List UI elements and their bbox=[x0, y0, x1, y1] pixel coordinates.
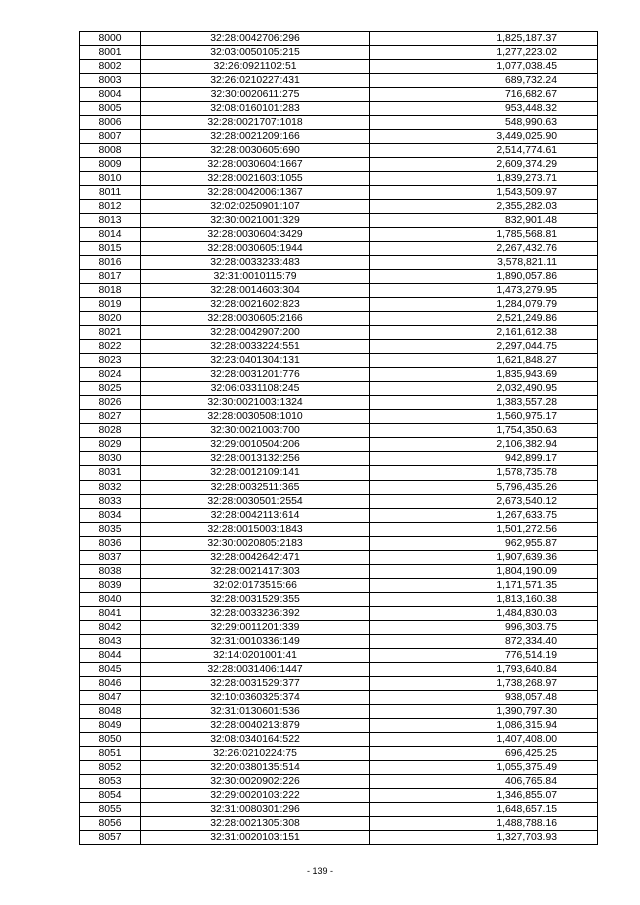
row-number-cell: 8030 bbox=[80, 452, 141, 466]
table-row bbox=[80, 256, 598, 270]
table-row bbox=[80, 774, 598, 788]
row-number-cell: 8002 bbox=[80, 60, 141, 74]
row-number-cell: 8051 bbox=[80, 746, 141, 760]
table-row bbox=[80, 508, 598, 522]
cadastral-number-cell: 32:28:0042113:614 bbox=[141, 508, 370, 522]
cadastral-number-cell: 32:06:0331108:245 bbox=[141, 382, 370, 396]
table-row bbox=[80, 438, 598, 452]
table-row bbox=[80, 494, 598, 508]
table-row bbox=[80, 830, 598, 844]
cadastral-number-cell: 32:02:0250901:107 bbox=[141, 200, 370, 214]
amount-cell: 1,793,640.84 bbox=[370, 662, 598, 676]
amount-cell: 1,488,788.16 bbox=[370, 816, 598, 830]
row-number-cell: 8045 bbox=[80, 662, 141, 676]
amount-cell: 1,825,187.37 bbox=[370, 32, 598, 46]
amount-cell: 996,303.75 bbox=[370, 620, 598, 634]
amount-cell: 2,514,774.61 bbox=[370, 144, 598, 158]
row-number-cell: 8008 bbox=[80, 144, 141, 158]
table-row bbox=[80, 242, 598, 256]
cadastral-number-cell: 32:28:0031406:1447 bbox=[141, 662, 370, 676]
table-row bbox=[80, 788, 598, 802]
row-number-cell: 8039 bbox=[80, 578, 141, 592]
amount-cell: 1,407,408.00 bbox=[370, 732, 598, 746]
row-number-cell: 8037 bbox=[80, 550, 141, 564]
cadastral-number-cell: 32:30:0020805:2183 bbox=[141, 536, 370, 550]
amount-cell: 942,899.17 bbox=[370, 452, 598, 466]
amount-cell: 406,765.84 bbox=[370, 774, 598, 788]
table-row bbox=[80, 214, 598, 228]
table-row bbox=[80, 704, 598, 718]
cadastral-number-cell: 32:28:0030605:1944 bbox=[141, 242, 370, 256]
amount-cell: 1,055,375.49 bbox=[370, 760, 598, 774]
cadastral-number-cell: 32:29:0010504:206 bbox=[141, 438, 370, 452]
table-row bbox=[80, 648, 598, 662]
amount-cell: 872,334.40 bbox=[370, 634, 598, 648]
table-row bbox=[80, 662, 598, 676]
cadastral-number-cell: 32:28:0021707:1018 bbox=[141, 116, 370, 130]
row-number-cell: 8036 bbox=[80, 536, 141, 550]
cadastral-number-cell: 32:28:0021602:823 bbox=[141, 298, 370, 312]
amount-cell: 1,171,571.35 bbox=[370, 578, 598, 592]
amount-cell: 1,785,568.81 bbox=[370, 228, 598, 242]
cadastral-number-cell: 32:28:0021305:308 bbox=[141, 816, 370, 830]
row-number-cell: 8049 bbox=[80, 718, 141, 732]
cadastral-number-cell: 32:28:0042006:1367 bbox=[141, 186, 370, 200]
amount-cell: 1,890,057.86 bbox=[370, 270, 598, 284]
amount-cell: 1,077,038.45 bbox=[370, 60, 598, 74]
table-row bbox=[80, 172, 598, 186]
row-number-cell: 8032 bbox=[80, 480, 141, 494]
cadastral-number-cell: 32:08:0340164:522 bbox=[141, 732, 370, 746]
amount-cell: 1,484,830.03 bbox=[370, 606, 598, 620]
row-number-cell: 8042 bbox=[80, 620, 141, 634]
row-number-cell: 8017 bbox=[80, 270, 141, 284]
cadastral-number-cell: 32:28:0030604:1667 bbox=[141, 158, 370, 172]
cadastral-number-cell: 32:28:0021417:303 bbox=[141, 564, 370, 578]
table-row bbox=[80, 200, 598, 214]
cadastral-number-cell: 32:26:0210224:75 bbox=[141, 746, 370, 760]
amount-cell: 1,578,735.78 bbox=[370, 466, 598, 480]
table-row bbox=[80, 606, 598, 620]
amount-cell: 1,327,703.93 bbox=[370, 830, 598, 844]
amount-cell: 3,449,025.90 bbox=[370, 130, 598, 144]
amount-cell: 1,277,223.02 bbox=[370, 46, 598, 60]
row-number-cell: 8001 bbox=[80, 46, 141, 60]
table-row bbox=[80, 354, 598, 368]
amount-cell: 1,501,272.56 bbox=[370, 522, 598, 536]
amount-cell: 2,267,432.76 bbox=[370, 242, 598, 256]
cadastral-number-cell: 32:28:0032511:365 bbox=[141, 480, 370, 494]
amount-cell: 2,161,612.38 bbox=[370, 326, 598, 340]
row-number-cell: 8044 bbox=[80, 648, 141, 662]
table-row bbox=[80, 522, 598, 536]
amount-cell: 953,448.32 bbox=[370, 102, 598, 116]
amount-cell: 1,738,268.97 bbox=[370, 676, 598, 690]
table-row bbox=[80, 564, 598, 578]
cadastral-number-cell: 32:28:0031529:355 bbox=[141, 592, 370, 606]
amount-cell: 1,346,855.07 bbox=[370, 788, 598, 802]
cadastral-number-cell: 32:28:0033233:483 bbox=[141, 256, 370, 270]
row-number-cell: 8004 bbox=[80, 88, 141, 102]
cadastral-number-cell: 32:28:0012109:141 bbox=[141, 466, 370, 480]
table-row bbox=[80, 270, 598, 284]
cadastral-number-cell: 32:28:0030605:2166 bbox=[141, 312, 370, 326]
cadastral-number-cell: 32:31:0130601:536 bbox=[141, 704, 370, 718]
row-number-cell: 8028 bbox=[80, 424, 141, 438]
row-number-cell: 8048 bbox=[80, 704, 141, 718]
amount-cell: 1,907,639.36 bbox=[370, 550, 598, 564]
cadastral-number-cell: 32:28:0031201:776 bbox=[141, 368, 370, 382]
row-number-cell: 8047 bbox=[80, 690, 141, 704]
amount-cell: 3,578,821.11 bbox=[370, 256, 598, 270]
row-number-cell: 8013 bbox=[80, 214, 141, 228]
cadastral-number-cell: 32:28:0014603:304 bbox=[141, 284, 370, 298]
cadastral-number-cell: 32:26:0921102:51 bbox=[141, 60, 370, 74]
table-row bbox=[80, 382, 598, 396]
table-row bbox=[80, 326, 598, 340]
amount-cell: 1,473,279.95 bbox=[370, 284, 598, 298]
row-number-cell: 8029 bbox=[80, 438, 141, 452]
table-row bbox=[80, 298, 598, 312]
cadastral-number-cell: 32:30:0021003:1324 bbox=[141, 396, 370, 410]
row-number-cell: 8024 bbox=[80, 368, 141, 382]
row-number-cell: 8057 bbox=[80, 830, 141, 844]
table-row bbox=[80, 732, 598, 746]
amount-cell: 938,057.48 bbox=[370, 690, 598, 704]
cadastral-number-cell: 32:29:0011201:339 bbox=[141, 620, 370, 634]
cadastral-number-cell: 32:26:0210227:431 bbox=[141, 74, 370, 88]
cadastral-number-cell: 32:28:0030604:3429 bbox=[141, 228, 370, 242]
row-number-cell: 8034 bbox=[80, 508, 141, 522]
amount-cell: 776,514.19 bbox=[370, 648, 598, 662]
table-row bbox=[80, 816, 598, 830]
cadastral-number-cell: 32:31:0010115:79 bbox=[141, 270, 370, 284]
page-number: - 139 - bbox=[306, 866, 333, 876]
cadastral-number-cell: 32:30:0020902:226 bbox=[141, 774, 370, 788]
row-number-cell: 8040 bbox=[80, 592, 141, 606]
amount-cell: 1,390,797.30 bbox=[370, 704, 598, 718]
row-number-cell: 8003 bbox=[80, 74, 141, 88]
table-row bbox=[80, 284, 598, 298]
table-row bbox=[80, 536, 598, 550]
amount-cell: 5,796,435.26 bbox=[370, 480, 598, 494]
cadastral-number-cell: 32:10:0360325:374 bbox=[141, 690, 370, 704]
table-row bbox=[80, 228, 598, 242]
row-number-cell: 8033 bbox=[80, 494, 141, 508]
amount-cell: 2,355,282.03 bbox=[370, 200, 598, 214]
row-number-cell: 8031 bbox=[80, 466, 141, 480]
cadastral-number-cell: 32:14:0201001:41 bbox=[141, 648, 370, 662]
cadastral-number-cell: 32:03:0050105:215 bbox=[141, 46, 370, 60]
table-row bbox=[80, 410, 598, 424]
table-row bbox=[80, 620, 598, 634]
row-number-cell: 8016 bbox=[80, 256, 141, 270]
cadastral-number-cell: 32:28:0033224:551 bbox=[141, 340, 370, 354]
table-row bbox=[80, 634, 598, 648]
row-number-cell: 8046 bbox=[80, 676, 141, 690]
amount-cell: 1,543,509.97 bbox=[370, 186, 598, 200]
table-row bbox=[80, 144, 598, 158]
row-number-cell: 8012 bbox=[80, 200, 141, 214]
amount-cell: 832,901.48 bbox=[370, 214, 598, 228]
row-number-cell: 8019 bbox=[80, 298, 141, 312]
amount-cell: 1,813,160.38 bbox=[370, 592, 598, 606]
row-number-cell: 8014 bbox=[80, 228, 141, 242]
cadastral-number-cell: 32:28:0030508:1010 bbox=[141, 410, 370, 424]
cadastral-number-cell: 32:20:0380135:514 bbox=[141, 760, 370, 774]
row-number-cell: 8011 bbox=[80, 186, 141, 200]
cadastral-number-cell: 32:30:0020611:275 bbox=[141, 88, 370, 102]
amount-cell: 1,267,633.75 bbox=[370, 508, 598, 522]
amount-cell: 2,032,490.95 bbox=[370, 382, 598, 396]
amount-cell: 1,383,557.28 bbox=[370, 396, 598, 410]
row-number-cell: 8027 bbox=[80, 410, 141, 424]
row-number-cell: 8026 bbox=[80, 396, 141, 410]
cadastral-number-cell: 32:29:0020103:222 bbox=[141, 788, 370, 802]
amount-cell: 1,086,315.94 bbox=[370, 718, 598, 732]
amount-cell: 2,521,249.86 bbox=[370, 312, 598, 326]
row-number-cell: 8006 bbox=[80, 116, 141, 130]
row-number-cell: 8015 bbox=[80, 242, 141, 256]
row-number-cell: 8010 bbox=[80, 172, 141, 186]
cadastral-number-cell: 32:30:0021003:700 bbox=[141, 424, 370, 438]
row-number-cell: 8021 bbox=[80, 326, 141, 340]
cadastral-number-cell: 32:28:0040213:879 bbox=[141, 718, 370, 732]
amount-cell: 1,284,079.79 bbox=[370, 298, 598, 312]
cadastral-number-cell: 32:28:0033236:392 bbox=[141, 606, 370, 620]
table-row bbox=[80, 480, 598, 494]
row-number-cell: 8056 bbox=[80, 816, 141, 830]
row-number-cell: 8050 bbox=[80, 732, 141, 746]
table-row bbox=[80, 550, 598, 564]
amount-cell: 2,673,540.12 bbox=[370, 494, 598, 508]
cadastral-number-cell: 32:28:0021603:1055 bbox=[141, 172, 370, 186]
row-number-cell: 8025 bbox=[80, 382, 141, 396]
cadastral-number-cell: 32:28:0042642:471 bbox=[141, 550, 370, 564]
cadastral-number-cell: 32:23:0401304:131 bbox=[141, 354, 370, 368]
table-row bbox=[80, 746, 598, 760]
table-row bbox=[80, 312, 598, 326]
row-number-cell: 8038 bbox=[80, 564, 141, 578]
table-row bbox=[80, 46, 598, 60]
table-row bbox=[80, 32, 598, 46]
cadastral-number-cell: 32:30:0021001:329 bbox=[141, 214, 370, 228]
table-row bbox=[80, 760, 598, 774]
row-number-cell: 8053 bbox=[80, 774, 141, 788]
row-number-cell: 8055 bbox=[80, 802, 141, 816]
table-row bbox=[80, 578, 598, 592]
amount-cell: 1,804,190.09 bbox=[370, 564, 598, 578]
row-number-cell: 8022 bbox=[80, 340, 141, 354]
table-row bbox=[80, 690, 598, 704]
table-row bbox=[80, 186, 598, 200]
table-row bbox=[80, 424, 598, 438]
amount-cell: 2,106,382.94 bbox=[370, 438, 598, 452]
amount-cell: 1,648,657.15 bbox=[370, 802, 598, 816]
row-number-cell: 8009 bbox=[80, 158, 141, 172]
cadastral-number-cell: 32:31:0080301:296 bbox=[141, 802, 370, 816]
table-row bbox=[80, 158, 598, 172]
records-table-body bbox=[80, 32, 598, 845]
row-number-cell: 8007 bbox=[80, 130, 141, 144]
row-number-cell: 8054 bbox=[80, 788, 141, 802]
cadastral-number-cell: 32:08:0160101:283 bbox=[141, 102, 370, 116]
table-row bbox=[80, 88, 598, 102]
row-number-cell: 8000 bbox=[80, 32, 141, 46]
amount-cell: 548,990.63 bbox=[370, 116, 598, 130]
table-row bbox=[80, 802, 598, 816]
row-number-cell: 8043 bbox=[80, 634, 141, 648]
table-row bbox=[80, 116, 598, 130]
table-row bbox=[80, 466, 598, 480]
table-row bbox=[80, 340, 598, 354]
row-number-cell: 8020 bbox=[80, 312, 141, 326]
cadastral-number-cell: 32:28:0042706:296 bbox=[141, 32, 370, 46]
amount-cell: 1,560,975.17 bbox=[370, 410, 598, 424]
table-row bbox=[80, 676, 598, 690]
amount-cell: 2,297,044.75 bbox=[370, 340, 598, 354]
records-table bbox=[79, 31, 598, 845]
amount-cell: 1,754,350.63 bbox=[370, 424, 598, 438]
table-row bbox=[80, 718, 598, 732]
amount-cell: 689,732.24 bbox=[370, 74, 598, 88]
row-number-cell: 8005 bbox=[80, 102, 141, 116]
table-row bbox=[80, 368, 598, 382]
table-row bbox=[80, 130, 598, 144]
table-row bbox=[80, 592, 598, 606]
row-number-cell: 8041 bbox=[80, 606, 141, 620]
amount-cell: 1,839,273.71 bbox=[370, 172, 598, 186]
amount-cell: 716,682.67 bbox=[370, 88, 598, 102]
row-number-cell: 8018 bbox=[80, 284, 141, 298]
amount-cell: 1,621,848.27 bbox=[370, 354, 598, 368]
row-number-cell: 8052 bbox=[80, 760, 141, 774]
cadastral-number-cell: 32:28:0030501:2554 bbox=[141, 494, 370, 508]
table-row bbox=[80, 74, 598, 88]
cadastral-number-cell: 32:31:0020103:151 bbox=[141, 830, 370, 844]
cadastral-number-cell: 32:28:0015003:1843 bbox=[141, 522, 370, 536]
cadastral-number-cell: 32:28:0031529:377 bbox=[141, 676, 370, 690]
table-row bbox=[80, 102, 598, 116]
table-row bbox=[80, 396, 598, 410]
row-number-cell: 8035 bbox=[80, 522, 141, 536]
cadastral-number-cell: 32:31:0010336:149 bbox=[141, 634, 370, 648]
amount-cell: 962,955.87 bbox=[370, 536, 598, 550]
cadastral-number-cell: 32:28:0042907:200 bbox=[141, 326, 370, 340]
cadastral-number-cell: 32:28:0013132:256 bbox=[141, 452, 370, 466]
amount-cell: 696,425.25 bbox=[370, 746, 598, 760]
cadastral-number-cell: 32:02:0173515:66 bbox=[141, 578, 370, 592]
amount-cell: 1,835,943.69 bbox=[370, 368, 598, 382]
cadastral-number-cell: 32:28:0030605:690 bbox=[141, 144, 370, 158]
cadastral-number-cell: 32:28:0021209:166 bbox=[141, 130, 370, 144]
table-row bbox=[80, 452, 598, 466]
row-number-cell: 8023 bbox=[80, 354, 141, 368]
amount-cell: 2,609,374.29 bbox=[370, 158, 598, 172]
table-row bbox=[80, 60, 598, 74]
